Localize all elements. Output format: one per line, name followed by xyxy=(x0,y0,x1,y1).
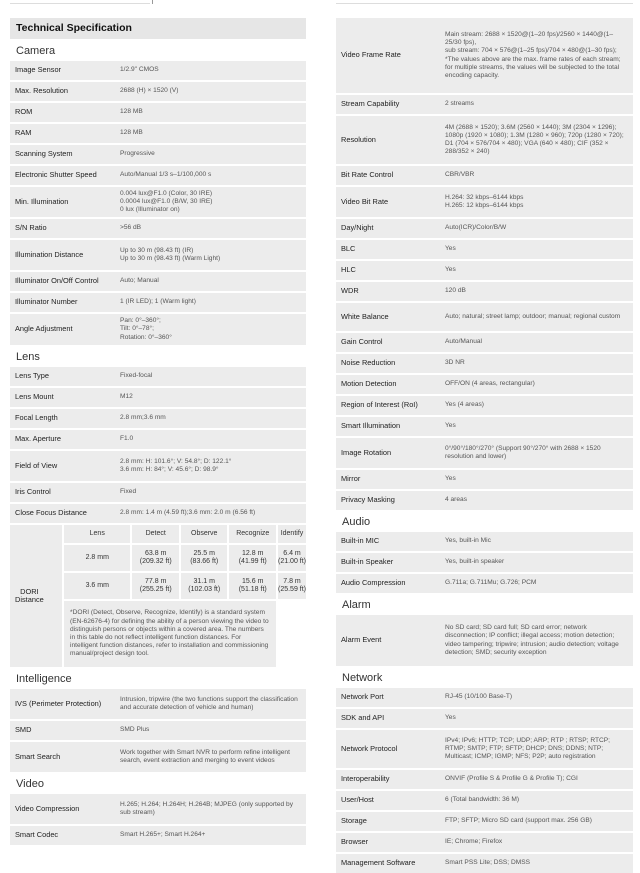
spec-label: Management Software xyxy=(336,854,439,873)
spec-value: 1/2.9" CMOS xyxy=(114,61,306,80)
top-rule-left xyxy=(10,3,150,4)
spec-value: 4 areas xyxy=(439,491,633,510)
spec-value: ONVIF (Profile S & Profile G & Profile T); CGI xyxy=(439,770,633,789)
spec-label: Mirror xyxy=(336,470,439,489)
section-heading-lens: Lens xyxy=(16,351,40,363)
dori-value: 7.8 m (25.59 ft) xyxy=(278,573,306,599)
spec-label: Alarm Event xyxy=(336,615,439,666)
spec-label: Focal Length xyxy=(10,409,114,428)
spec-label: Audio Compression xyxy=(336,574,439,593)
spec-value: Smart PSS Lite; DSS; DMSS xyxy=(439,854,633,873)
spec-label: Noise Reduction xyxy=(336,354,439,373)
spec-label: Scanning System xyxy=(10,145,114,164)
spec-value: Yes xyxy=(439,261,633,280)
spec-value: 2.8 mm: 1.4 m (4.59 ft);3.6 mm: 2.0 m (6.56 ft) xyxy=(114,504,306,523)
spec-label: Electronic Shutter Speed xyxy=(10,166,114,185)
spec-value: 3D NR xyxy=(439,354,633,373)
spec-label: Field of View xyxy=(10,451,114,481)
spec-value: IPv4; IPv6; HTTP; TCP; UDP; ARP; RTP ; RTSP; RTCP; RTMP; SMTP; FTP; SFTP; DHCP; DNS; DDNS; NTP; Multicast; ICMP; IGMP; NFS; P2P; auto registration xyxy=(439,730,633,768)
spec-value: Auto(ICR)/Color/B/W xyxy=(439,219,633,238)
page-title: Technical Specification xyxy=(10,18,306,39)
spec-table-alarm xyxy=(336,615,633,666)
spec-value: OFF/ON (4 areas, rectangular) xyxy=(439,375,633,394)
spec-value: Yes xyxy=(439,470,633,489)
spec-value: Auto/Manual 1/3 s–1/100,000 s xyxy=(114,166,306,185)
spec-label: Video Frame Rate xyxy=(336,18,439,93)
spec-value: Work together with Smart NVR to perform refine intelligent search, event extraction and merging to event videos xyxy=(114,742,306,772)
spec-label: White Balance xyxy=(336,303,439,331)
spec-label: WDR xyxy=(336,282,439,301)
spec-value: Auto; natural; street lamp; outdoor; manual; regional custom xyxy=(439,303,633,331)
spec-label: BLC xyxy=(336,240,439,259)
spec-value: H.265; H.264; H.264H; H.264B; MJPEG (only supported by sub stream) xyxy=(114,794,306,824)
dori-lens: 2.8 mm xyxy=(64,545,130,571)
spec-label: ROM xyxy=(10,103,114,122)
dori-header: Lens xyxy=(64,525,130,543)
spec-label: Resolution xyxy=(336,116,439,164)
dori-value: 25.5 m (83.66 ft) xyxy=(181,545,228,571)
spec-label: Close Focus Distance xyxy=(10,504,114,523)
spec-value: M12 xyxy=(114,388,306,407)
spec-label: Lens Type xyxy=(10,367,114,386)
spec-label: S/N Ratio xyxy=(10,219,114,238)
spec-label: SMD xyxy=(10,721,114,740)
spec-label: HLC xyxy=(336,261,439,280)
spec-value: Main stream: 2688 × 1520@(1–20 fps)/2560 × 1440@(1–25/30 fps), sub stream: 704 × 576@(1–25 fps)/704 × 480@(1–30 fps); *The values above are the max. frame rates of each stream; for multiple streams, the values will be subjected to the total encoding capacity. xyxy=(439,18,633,93)
spec-value: 4M (2688 × 1520); 3.6M (2560 × 1440); 3M (2304 × 1296); 1080p (1920 × 1080); 1.3M (1280 × 960); 720p (1280 × 720); D1 (704 × 576/704 × 480); VGA (640 × 480); CIF (352 × 288/352 × 240) xyxy=(439,116,633,164)
spec-table-video xyxy=(336,18,633,510)
spec-value: Progressive xyxy=(114,145,306,164)
right-sections xyxy=(336,18,633,873)
left-sections-bottom xyxy=(10,667,306,845)
spec-label: Network Port xyxy=(336,688,439,707)
spec-value: 0°/90°/180°/270° (Support 90°/270° with 2688 × 1520 resolution and lower) xyxy=(439,438,633,468)
spec-value: Yes, built-in Mic xyxy=(439,532,633,551)
spec-value: F1.0 xyxy=(114,430,306,449)
dori-value: 31.1 m (102.03 ft) xyxy=(181,573,228,599)
spec-value: Yes (4 areas) xyxy=(439,396,633,415)
spec-table-video xyxy=(10,794,306,845)
spec-table-lens xyxy=(10,367,306,523)
spec-value: 6 (Total bandwidth: 36 M) xyxy=(439,791,633,810)
right-column xyxy=(336,18,633,873)
top-rule-right xyxy=(336,3,633,4)
dori-value: 12.8 m (41.99 ft) xyxy=(229,545,276,571)
spec-value: Pan: 0°–360°; Tilt: 0°–78°; Rotation: 0°–360° xyxy=(114,314,306,345)
spec-label: Smart Illumination xyxy=(336,417,439,436)
spec-table-camera xyxy=(10,61,306,345)
spec-label: Built-in Speaker xyxy=(336,553,439,572)
spec-value: CBR/VBR xyxy=(439,166,633,185)
spec-label: RAM xyxy=(10,124,114,143)
spec-value: Fixed xyxy=(114,483,306,502)
spec-label: Interoperability xyxy=(336,770,439,789)
section-heading-intelligence: Intelligence xyxy=(16,673,72,685)
spec-value: Smart H.265+; Smart H.264+ xyxy=(114,826,306,845)
spec-label: Built-in MIC xyxy=(336,532,439,551)
section-heading-network: Network xyxy=(342,672,383,684)
dori-lens: 3.6 mm xyxy=(64,573,130,599)
spec-label: Network Protocol xyxy=(336,730,439,768)
spec-label: User/Host xyxy=(336,791,439,810)
dori-header: Identify xyxy=(278,525,306,543)
dori-value: 15.6 m (51.18 ft) xyxy=(229,573,276,599)
spec-label: Angle Adjustment xyxy=(10,314,114,345)
spec-value: Yes xyxy=(439,417,633,436)
section-heading-audio: Audio xyxy=(342,516,371,528)
spec-value: 120 dB xyxy=(439,282,633,301)
spec-label: Privacy Masking xyxy=(336,491,439,510)
left-column xyxy=(10,18,306,845)
left-sections-top xyxy=(10,39,306,523)
spec-value: Yes xyxy=(439,709,633,728)
section-heading-camera: Camera xyxy=(16,45,56,57)
spec-label: Image Rotation xyxy=(336,438,439,468)
spec-value: 2.8 mm;3.6 mm xyxy=(114,409,306,428)
spec-value: >56 dB xyxy=(114,219,306,238)
spec-value: Auto/Manual xyxy=(439,333,633,352)
section-heading-video: Video xyxy=(16,778,44,790)
dori-header: Observe xyxy=(181,525,228,543)
spec-value: H.264: 32 kbps–6144 kbps H.265: 12 kbps–6144 kbps xyxy=(439,187,633,217)
spec-label: Lens Mount xyxy=(10,388,114,407)
spec-value: IE; Chrome; Firefox xyxy=(439,833,633,852)
section-heading-alarm: Alarm xyxy=(342,599,371,611)
spec-label: Bit Rate Control xyxy=(336,166,439,185)
spec-label: Storage xyxy=(336,812,439,831)
spec-table-intelligence xyxy=(10,689,306,772)
dori-table xyxy=(10,525,306,667)
dori-distance-label: DORI Distance xyxy=(10,525,62,667)
spec-label: Stream Capability xyxy=(336,95,439,114)
spec-label: Min. Illumination xyxy=(10,187,114,217)
top-rule-mark xyxy=(152,0,153,4)
spec-label: SDK and API xyxy=(336,709,439,728)
dori-value: 6.4 m (21.00 ft) xyxy=(278,545,306,571)
spec-label: Smart Search xyxy=(10,742,114,772)
spec-value: Fixed-focal xyxy=(114,367,306,386)
spec-label: Gain Control xyxy=(336,333,439,352)
spec-value: 1 (IR LED); 1 (Warm light) xyxy=(114,293,306,312)
spec-label: Max. Resolution xyxy=(10,82,114,101)
spec-value: No SD card; SD card full; SD card error; network disconnection; IP conflict; illegal access; motion detection; video tampering; tripwire; intrusion; audio detection; voltage detection; SMD; security exception xyxy=(439,615,633,666)
spec-label: Video Compression xyxy=(10,794,114,824)
spec-label: Illuminator Number xyxy=(10,293,114,312)
spec-value: RJ-45 (10/100 Base-T) xyxy=(439,688,633,707)
dori-note: *DORI (Detect, Observe, Recognize, Identify) is a standard system (EN-62676-4) for defining the ability of a person viewing the video to distinguish persons or objects within a covered area. The numbers in this table do not reflect intelligent function distances. For intelligent function distances, refer to installation and commissioning manual/project design tool. xyxy=(64,601,276,667)
dori-value: 77.8 m (255.25 ft) xyxy=(132,573,179,599)
spec-label: Iris Control xyxy=(10,483,114,502)
spec-label: Video Bit Rate xyxy=(336,187,439,217)
spec-value: Yes xyxy=(439,240,633,259)
spec-label: Illuminator On/Off Control xyxy=(10,272,114,291)
spec-value: Yes, built-in speaker xyxy=(439,553,633,572)
spec-value: 128 MB xyxy=(114,103,306,122)
spec-value: 2688 (H) × 1520 (V) xyxy=(114,82,306,101)
spec-value: 0.004 lux@F1.0 (Color, 30 IRE) 0.0004 lux@F1.0 (B/W, 30 IRE) 0 lux (Illuminator on) xyxy=(114,187,306,217)
spec-label: Region of Interest (RoI) xyxy=(336,396,439,415)
spec-table-network xyxy=(336,688,633,873)
spec-label: Day/Night xyxy=(336,219,439,238)
spec-value: 2 streams xyxy=(439,95,633,114)
spec-table-audio xyxy=(336,532,633,593)
spec-label: Motion Detection xyxy=(336,375,439,394)
dori-value: 63.8 m (209.32 ft) xyxy=(132,545,179,571)
spec-label: Illumination Distance xyxy=(10,240,114,270)
dori-header: Recognize xyxy=(229,525,276,543)
spec-label: IVS (Perimeter Protection) xyxy=(10,689,114,719)
spec-value: SMD Plus xyxy=(114,721,306,740)
spec-value: G.711a; G.711Mu; G.726; PCM xyxy=(439,574,633,593)
spec-value: Auto; Manual xyxy=(114,272,306,291)
spec-label: Browser xyxy=(336,833,439,852)
dori-header: Detect xyxy=(132,525,179,543)
spec-value: 2.8 mm: H: 101.6°; V: 54.8°; D: 122.1° 3.6 mm: H: 84°; V: 45.6°; D: 98.9° xyxy=(114,451,306,481)
spec-label: Max. Aperture xyxy=(10,430,114,449)
spec-label: Image Sensor xyxy=(10,61,114,80)
spec-value: Intrusion, tripwire (the two functions support the classification and accurate detection of vehicle and human) xyxy=(114,689,306,719)
spec-value: FTP; SFTP; Micro SD card (support max. 256 GB) xyxy=(439,812,633,831)
spec-label: Smart Codec xyxy=(10,826,114,845)
spec-value: 128 MB xyxy=(114,124,306,143)
top-rule xyxy=(0,0,640,5)
spec-value: Up to 30 m (98.43 ft) (IR) Up to 30 m (98.43 ft) (Warm Light) xyxy=(114,240,306,270)
